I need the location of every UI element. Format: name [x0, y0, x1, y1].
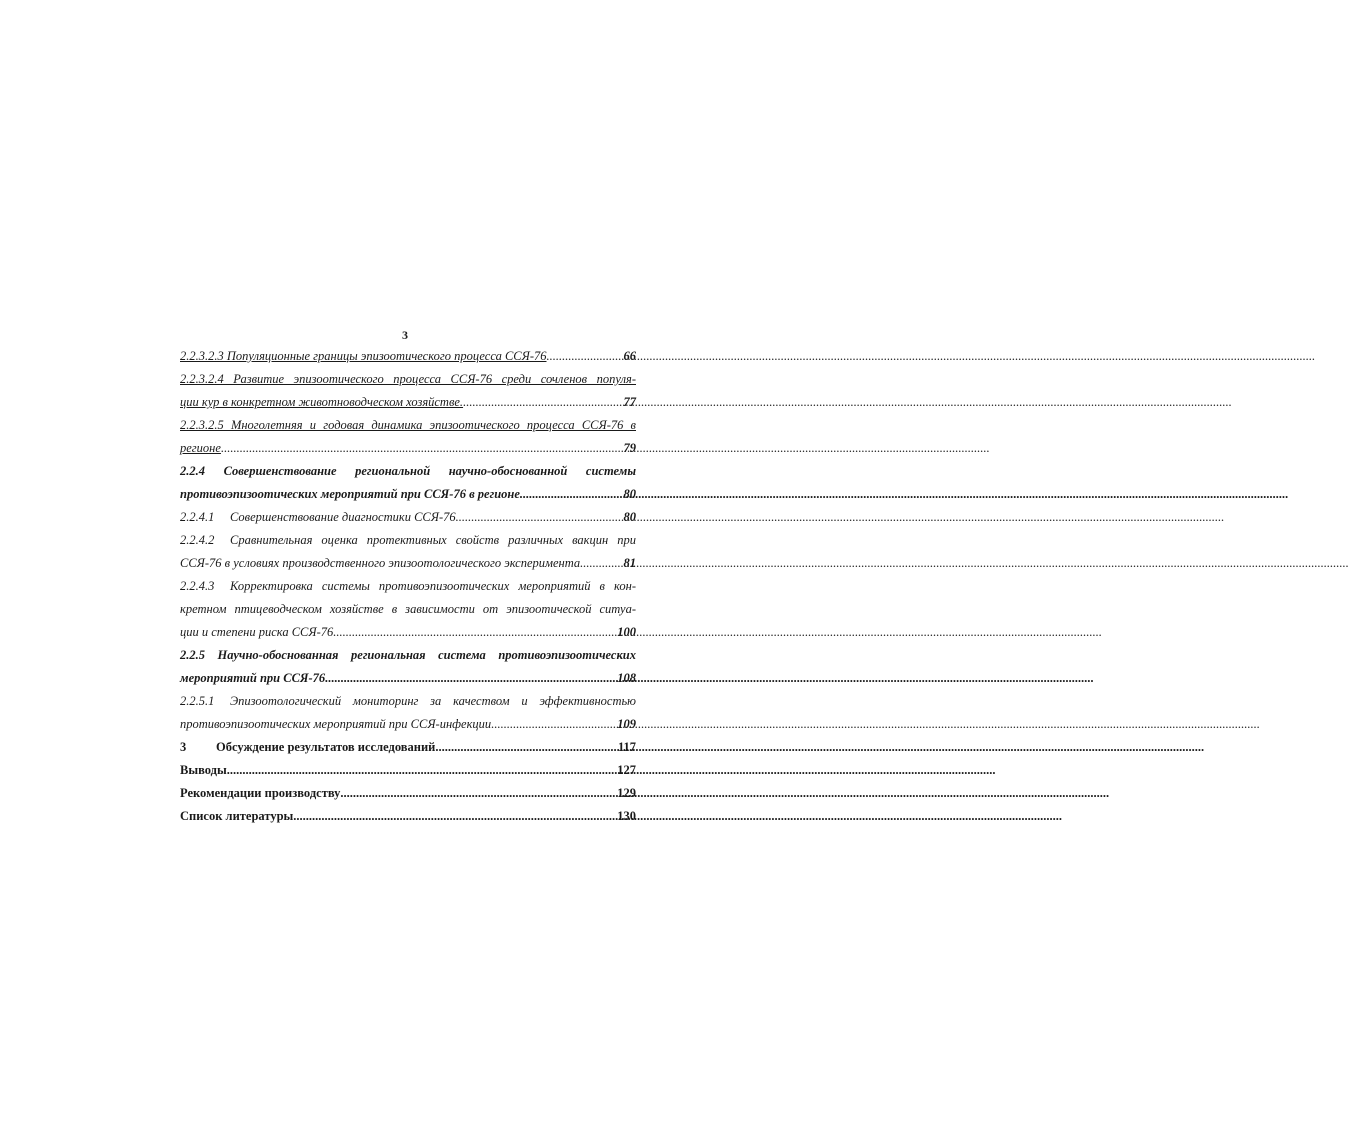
toc-entry: [180, 530, 636, 550]
toc-entry-page: 77: [623, 395, 636, 409]
toc-entry-title: Выводы: [180, 763, 227, 777]
toc-entry-page: 130: [617, 809, 636, 823]
toc-entry: [180, 507, 636, 527]
toc-entry-number: 2.2.4.3: [180, 579, 215, 593]
toc-entry: [180, 369, 636, 389]
toc-entry: [180, 668, 636, 688]
toc-entry-page: 100: [617, 625, 636, 639]
toc-entry-title: Рекомендации производству: [180, 786, 341, 800]
toc-entry-title: противоэпизоотических мероприятий при ССЯ-76 в регионе: [180, 487, 520, 501]
toc-entry-title: кретном птицеводческом хозяйстве в зависимости от эпизоотической ситуа-: [180, 602, 636, 616]
toc-entry-text: Совершенствование диагностики ССЯ-76: [230, 510, 456, 524]
toc-entry-title: [180, 507, 456, 527]
toc-entry: [180, 645, 636, 665]
toc-entry: [180, 760, 636, 780]
toc-entry-title: 2.2.3.2.4 Развитие эпизоотического процесса ССЯ-76 среди сочленов популя-: [180, 372, 636, 386]
toc-entry-page: 79: [623, 441, 636, 455]
toc-entry-number: 2.2.5.1: [180, 694, 215, 708]
toc-entry: [180, 691, 636, 711]
toc-entry-page: 129: [617, 786, 636, 800]
toc-entry-page: 81: [623, 556, 636, 570]
toc-entry: [180, 714, 636, 734]
toc-entry-page: 66: [623, 349, 636, 363]
toc-entry-title: 2.2.3.2.3 Популяционные границы эпизоотического процесса ССЯ-76: [180, 349, 547, 363]
toc-leader: [580, 553, 623, 573]
toc-entry-title: ции кур в конкретном животноводческом хозяйстве.: [180, 395, 464, 409]
toc-entry-number: 2.2.4.2: [180, 533, 215, 547]
toc-leader: [547, 346, 624, 366]
toc-entry-title: 2.2.5 Научно-обоснованная региональная система противоэпизоотических: [180, 648, 636, 662]
toc-entry: [180, 392, 636, 412]
toc-entry: [180, 622, 636, 642]
toc-entry: [180, 553, 636, 573]
toc-entry-title: Сравнительная оценка протективных свойств различных вакцин при: [230, 533, 636, 547]
toc-leader: [456, 507, 624, 527]
toc-entry-page: 80: [623, 510, 636, 524]
toc-entry-title: 2.2.4 Совершенствование региональной научно-обоснованной системы: [180, 464, 636, 478]
toc-leader: [221, 438, 624, 458]
toc-entry: [180, 783, 636, 803]
toc-entry-page: 127: [617, 763, 636, 777]
toc-entry-title: мероприятий при ССЯ-76: [180, 671, 326, 685]
toc-leader: [325, 668, 617, 688]
toc-leader: [435, 737, 618, 757]
toc-entry: [180, 346, 636, 366]
toc-entry-title: Список литературы: [180, 809, 294, 823]
toc-entry-title: противоэпизоотических мероприятий при ССЯ-инфекции: [180, 717, 492, 731]
toc-leader: [520, 484, 624, 504]
toc-entry-page: 109: [617, 717, 636, 731]
toc-entry-title: ции и степени риска ССЯ-76: [180, 625, 334, 639]
toc-leader: [293, 806, 617, 826]
toc-entry-number: 3: [180, 740, 187, 754]
toc-entry-page: 80: [623, 487, 636, 501]
toc-entry: [180, 806, 636, 826]
toc-entry-number: 2.2.4.1: [180, 510, 215, 524]
toc-leader: [227, 760, 618, 780]
toc-entry: [180, 438, 636, 458]
toc-leader: [463, 392, 623, 412]
toc-entry-page: 117: [617, 740, 636, 754]
toc-entry: [180, 576, 636, 596]
toc-entry-text: Обсуждение результатов исследований: [216, 740, 436, 754]
toc-entry: [180, 737, 636, 757]
toc-leader: [340, 783, 617, 803]
toc-entry-title: 2.2.3.2.5 Многолетняя и годовая динамика эпизоотического процесса ССЯ-76 в: [180, 418, 636, 432]
toc-entry-title: [180, 737, 435, 757]
toc-entry: [180, 599, 636, 619]
toc-entry-title: Корректировка системы противоэпизоотических мероприятий в кон-: [230, 579, 636, 593]
toc-entry-title: регионе: [180, 441, 221, 455]
toc-entry: [180, 415, 636, 435]
page-number: 3: [402, 328, 408, 342]
toc-entry: [180, 484, 636, 504]
toc-leader: [333, 622, 617, 642]
toc-entry: [180, 461, 636, 481]
toc-entry-title: ССЯ-76 в условиях производственного эпизоотологического эксперимента: [180, 556, 581, 570]
toc-entry-title: Эпизоотологический мониторинг за качеством и эффективностью: [230, 694, 636, 708]
toc-leader: [491, 714, 617, 734]
toc-entry-page: 108: [617, 671, 636, 685]
